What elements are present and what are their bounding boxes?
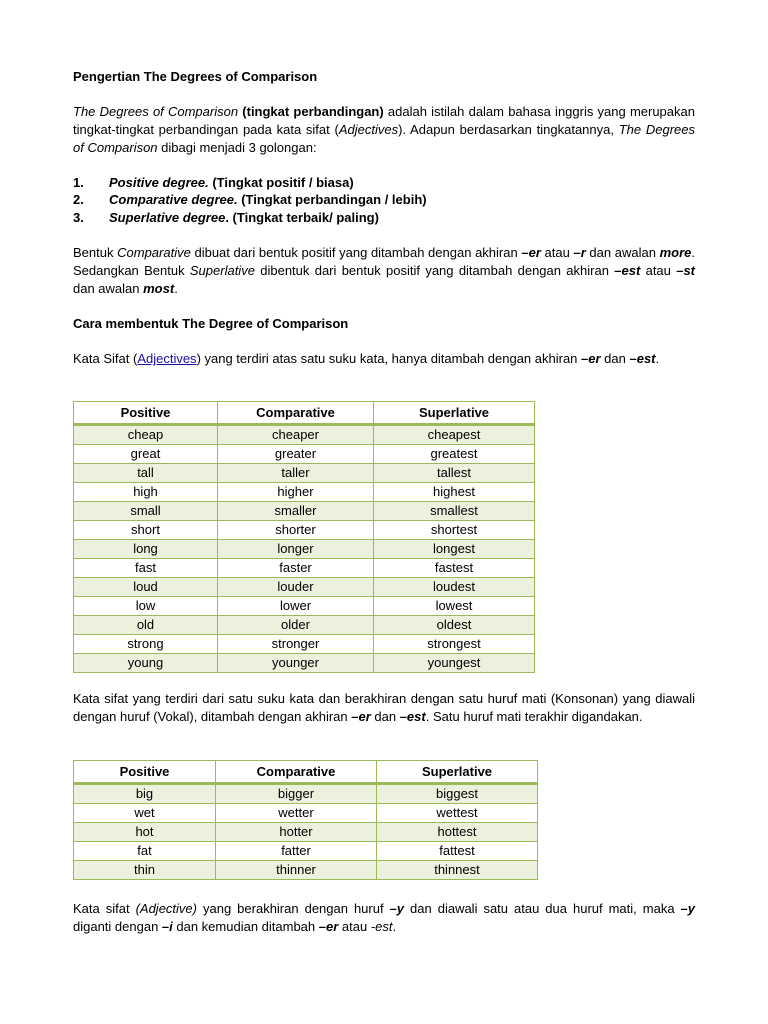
table-row [74, 804, 538, 823]
intro-term: The Degrees of Comparison [73, 104, 239, 119]
table-cell: wettest [377, 804, 538, 823]
table-row [74, 842, 538, 861]
comparative-paragraph: Bentuk Comparative dibuat dari bentuk positif yang ditambah dengan akhiran –er atau –r dan awalan more. Sedangkan Bentuk Superlative dibentuk dari bentuk positif yang ditambah dengan akhiran –est atau –st dan awalan most. [73, 245, 696, 296]
table-cell: cheap [74, 425, 218, 445]
table-cell: younger [218, 654, 374, 673]
table-cell: lower [218, 597, 374, 616]
table-cell: loudest [374, 578, 535, 597]
table-row [74, 784, 538, 804]
table-cell: lowest [374, 597, 535, 616]
table-row [74, 540, 535, 559]
table-cell: wet [74, 804, 216, 823]
table-row [74, 445, 535, 464]
table-cell: higher [218, 483, 374, 502]
table-row [74, 521, 535, 540]
consonant-paragraph: Kata sifat yang terdiri dari satu suku kata dan berakhiran dengan satu huruf mati (Konsonan) yang diawali dengan huruf (Vokal), ditambah dengan akhiran –er dan –est. Satu huruf mati terakhir digandakan. [73, 691, 695, 724]
col-header-positive: Positive [74, 402, 218, 425]
table-cell: bigger [216, 784, 377, 804]
table-cell: hotter [216, 823, 377, 842]
table-cell: fastest [374, 559, 535, 578]
table-cell: strong [74, 635, 218, 654]
table-cell: great [74, 445, 218, 464]
table-cell: loud [74, 578, 218, 597]
table-row [74, 635, 535, 654]
table-row [74, 483, 535, 502]
table-cell: big [74, 784, 216, 804]
table-cell: small [74, 502, 218, 521]
comparison-table-1 [73, 401, 535, 673]
table-cell: greatest [374, 445, 535, 464]
table-cell: old [74, 616, 218, 635]
adjectives-link[interactable]: Adjectives [137, 351, 197, 366]
table-cell: oldest [374, 616, 535, 635]
table-cell: thinnest [377, 861, 538, 880]
col-header-comparative: Comparative [216, 761, 377, 784]
table-row [74, 502, 535, 521]
table-cell: smaller [218, 502, 374, 521]
table-cell: hot [74, 823, 216, 842]
table-cell: cheaper [218, 425, 374, 445]
table-cell: shortest [374, 521, 535, 540]
col-header-comparative: Comparative [218, 402, 374, 425]
section-heading: Cara membentuk The Degree of Comparison [73, 316, 349, 331]
table-cell: longer [218, 540, 374, 559]
table-row [74, 464, 535, 483]
table-cell: greater [218, 445, 374, 464]
table-row [74, 823, 538, 842]
intro-translation: (tingkat perbandingan) [238, 104, 384, 119]
table-cell: youngest [374, 654, 535, 673]
table-cell: longest [374, 540, 535, 559]
table-row [74, 654, 535, 673]
table-cell: cheapest [374, 425, 535, 445]
table-cell: shorter [218, 521, 374, 540]
col-header-superlative: Superlative [374, 402, 535, 425]
page-title: Pengertian The Degrees of Comparison [73, 69, 318, 84]
comparison-table-2 [73, 760, 538, 880]
table-cell: smallest [374, 502, 535, 521]
table-row [74, 559, 535, 578]
col-header-superlative: Superlative [377, 761, 538, 784]
one-syllable-paragraph: Kata Sifat (Adjectives) yang terdiri atas satu suku kata, hanya ditambah dengan akhiran –er dan –est. [73, 351, 660, 366]
table-cell: long [74, 540, 218, 559]
table-cell: thin [74, 861, 216, 880]
table-row [74, 861, 538, 880]
table-cell: biggest [377, 784, 538, 804]
table-cell: louder [218, 578, 374, 597]
table-cell: wetter [216, 804, 377, 823]
table-row [74, 578, 535, 597]
table-cell: fatter [216, 842, 377, 861]
table-cell: fat [74, 842, 216, 861]
intro-paragraph: The Degrees of Comparison (tingkat perbandingan) adalah istilah dalam bahasa inggris yang merupakan tingkat-tingkat perbandingan pada kata sifat (Adjectives). Adapun berdasarkan tingkatannya, The Degrees of Comparison dibagi menjadi 3 golongan: [73, 104, 696, 155]
table-cell: older [218, 616, 374, 635]
table-row [74, 425, 535, 445]
table-row [74, 616, 535, 635]
table-cell: fattest [377, 842, 538, 861]
col-header-positive: Positive [74, 761, 216, 784]
table-cell: tallest [374, 464, 535, 483]
table-cell: thinner [216, 861, 377, 880]
table-cell: tall [74, 464, 218, 483]
table-cell: faster [218, 559, 374, 578]
table-cell: strongest [374, 635, 535, 654]
table-cell: high [74, 483, 218, 502]
y-ending-paragraph: Kata sifat (Adjective) yang berakhiran dengan huruf –y dan diawali satu atau dua huruf mati, maka –y diganti dengan –i dan kemudian ditambah –er atau -est. [73, 901, 696, 934]
table-cell: short [74, 521, 218, 540]
table-cell: young [74, 654, 218, 673]
table-cell: taller [218, 464, 374, 483]
table-cell: low [74, 597, 218, 616]
table-cell: highest [374, 483, 535, 502]
table-cell: stronger [218, 635, 374, 654]
table-row [74, 597, 535, 616]
table-cell: hottest [377, 823, 538, 842]
table-cell: fast [74, 559, 218, 578]
